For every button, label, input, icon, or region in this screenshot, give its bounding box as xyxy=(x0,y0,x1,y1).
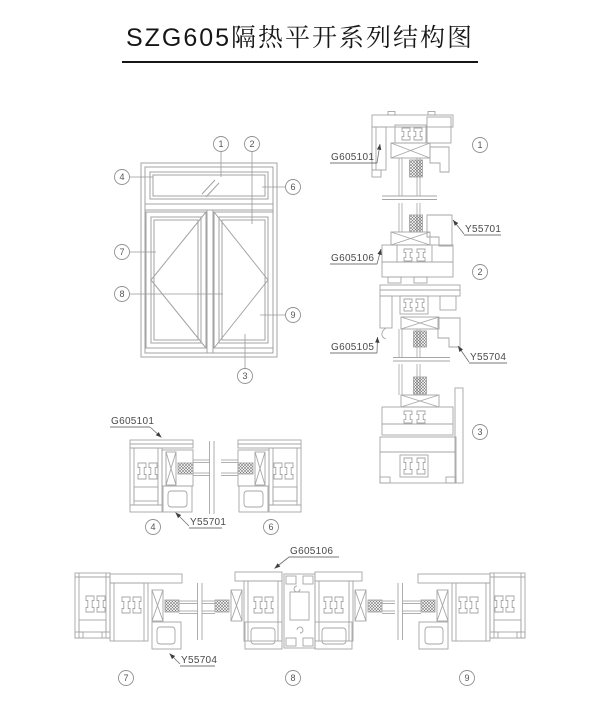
svg-text:2: 2 xyxy=(249,139,255,150)
thermal-spacer xyxy=(410,160,423,177)
thermal-spacer xyxy=(414,377,427,394)
svg-text:8: 8 xyxy=(290,673,296,684)
callout-4 xyxy=(115,170,130,185)
thermal-spacer xyxy=(165,600,179,612)
drawing-title: SZG605隔热平开系列结构图 xyxy=(122,18,478,63)
glass-pane xyxy=(179,601,197,614)
glass-pane xyxy=(399,158,420,395)
callout-3 xyxy=(238,369,253,384)
svg-text:Y55701: Y55701 xyxy=(190,517,227,528)
callout-3-section xyxy=(473,425,488,440)
label-y55704-vertical-section xyxy=(458,346,507,363)
svg-text:G605101: G605101 xyxy=(331,152,375,163)
profile-labels xyxy=(110,144,507,666)
svg-text:G605106: G605106 xyxy=(290,546,334,557)
label-y55701-horizontal-detail xyxy=(176,513,227,529)
sash-bottom-profile xyxy=(382,377,453,435)
svg-text:G605106: G605106 xyxy=(331,253,375,264)
glass-break-lines xyxy=(393,358,450,362)
interlock-profile xyxy=(284,574,315,648)
label-y55704-horizontal-full xyxy=(170,654,218,667)
thermal-spacer xyxy=(410,215,423,232)
svg-text:2: 2 xyxy=(477,267,483,278)
horizontal-section-detail xyxy=(130,440,301,514)
svg-text:3: 3 xyxy=(477,427,483,438)
svg-text:G605101: G605101 xyxy=(111,416,155,427)
glass-break-lines xyxy=(382,196,437,200)
jamb-sash-assembly xyxy=(75,573,197,649)
left-sash xyxy=(146,212,206,348)
label-g605105-vertical-section xyxy=(330,337,378,353)
callout-6 xyxy=(286,180,301,195)
svg-text:6: 6 xyxy=(290,182,296,193)
callout-6-section xyxy=(264,520,279,535)
callout-4-section xyxy=(146,520,161,535)
glass-break-lines xyxy=(198,583,203,640)
label-g605106-vertical-section xyxy=(330,249,381,264)
svg-text:Y55704: Y55704 xyxy=(470,352,507,363)
callout-2-section xyxy=(473,265,488,280)
thermal-spacer xyxy=(178,463,193,474)
frame-sill-profile xyxy=(380,388,463,483)
callout-7 xyxy=(115,245,130,260)
label-g605101-vertical-section xyxy=(330,144,380,163)
callout-9 xyxy=(286,308,301,323)
frame-head-profile xyxy=(372,112,453,178)
svg-text:7: 7 xyxy=(123,673,129,684)
glass-break-lines xyxy=(210,441,215,514)
callout-2 xyxy=(245,137,260,152)
thermal-spacer xyxy=(414,331,427,347)
callout-9-section xyxy=(460,671,475,686)
jamb-sash-assembly-mirrored xyxy=(221,440,301,512)
svg-text:Y55704: Y55704 xyxy=(181,655,218,666)
y55704-bead xyxy=(152,622,181,649)
svg-text:6: 6 xyxy=(268,522,274,533)
title-block xyxy=(0,18,600,63)
callout-7-section xyxy=(119,671,134,686)
meeting-stile-assembly-mirrored xyxy=(315,572,395,649)
svg-text:8: 8 xyxy=(119,289,125,300)
svg-text:1: 1 xyxy=(477,140,483,151)
y55701-bead xyxy=(163,486,192,512)
horizontal-section-full xyxy=(75,572,525,649)
callout-8-section xyxy=(286,671,301,686)
label-g605106-horizontal-full xyxy=(275,546,340,569)
right-sash xyxy=(214,212,273,348)
transom-fixed-light xyxy=(150,172,268,199)
svg-text:7: 7 xyxy=(119,247,125,258)
glass-break-lines xyxy=(398,583,403,640)
elevation-view xyxy=(130,152,286,369)
jamb-sash-assembly-mirrored xyxy=(403,573,525,649)
svg-text:4: 4 xyxy=(150,522,156,533)
transom-profile xyxy=(382,215,453,283)
svg-text:G605105: G605105 xyxy=(331,342,375,353)
label-y55701-vertical-section xyxy=(453,220,501,235)
glass-hatch-mark xyxy=(202,180,219,197)
glass-pane xyxy=(193,460,210,476)
jamb-sash-assembly xyxy=(130,440,210,512)
glass-pane xyxy=(202,601,215,614)
vertical-section-view xyxy=(372,112,463,484)
y55704-bead xyxy=(438,318,460,347)
callout-1 xyxy=(214,137,229,152)
window-frame xyxy=(141,163,277,357)
label-g605101-horizontal-detail xyxy=(110,416,162,438)
sash-top-profile xyxy=(380,285,460,347)
thermal-spacer xyxy=(215,600,229,612)
callout-8 xyxy=(115,287,130,302)
y55701-bead xyxy=(427,215,452,246)
svg-text:Y55701: Y55701 xyxy=(465,224,502,235)
callout-1-section xyxy=(473,138,488,153)
svg-text:3: 3 xyxy=(242,371,248,382)
svg-text:9: 9 xyxy=(290,310,296,321)
svg-text:4: 4 xyxy=(119,172,125,183)
svg-text:1: 1 xyxy=(218,139,224,150)
svg-text:9: 9 xyxy=(464,673,470,684)
meeting-stile-assembly xyxy=(202,572,282,649)
